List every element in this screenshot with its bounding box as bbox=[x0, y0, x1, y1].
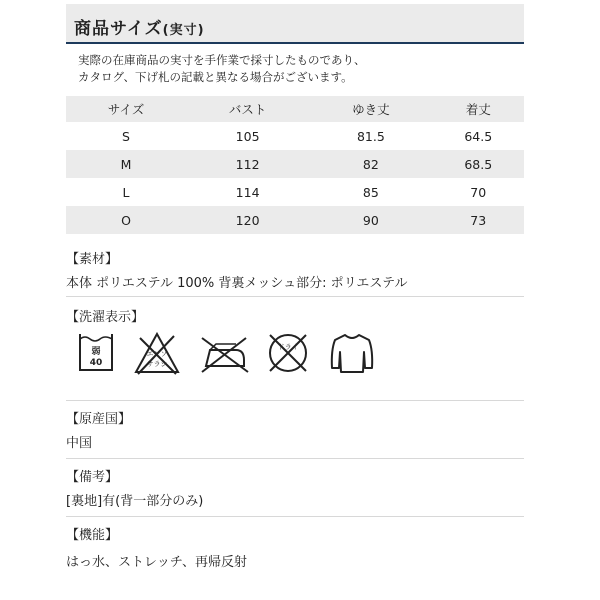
wash-tub-icon bbox=[76, 330, 116, 374]
size-table-header-row bbox=[66, 96, 524, 122]
material-section bbox=[66, 248, 407, 291]
cell-size: L bbox=[122, 184, 130, 200]
origin-heading: 【原産国】 bbox=[66, 412, 132, 427]
header-bust: バスト bbox=[186, 96, 309, 122]
cell-sleeve: 81.5 bbox=[356, 128, 385, 144]
cell-size: O bbox=[66, 206, 186, 234]
remarks-heading: 【備考】 bbox=[66, 470, 119, 485]
table-row bbox=[66, 206, 524, 234]
remarks-value: [裏地]有(背一部分のみ) bbox=[66, 494, 204, 509]
section-title-suffix: (実寸) bbox=[162, 23, 205, 38]
cell-bust: 120 bbox=[186, 206, 309, 234]
cell-length: 64.5 bbox=[464, 128, 493, 144]
bleach-label-bottom: サラシ bbox=[146, 360, 168, 368]
wash-label-bottom: 40 bbox=[89, 358, 103, 368]
section-title: 商品サイズ(実寸) bbox=[74, 19, 205, 39]
cell-bust: 105 bbox=[235, 128, 260, 144]
cell-sleeve: 90 bbox=[309, 206, 432, 234]
measurement-note bbox=[78, 52, 366, 86]
cell-length: 70 bbox=[470, 184, 487, 200]
material-value: 本体 ポリエステル 100% 背裏メッシュ部分: ポリエステル bbox=[66, 276, 408, 291]
header-length: 着丈 bbox=[433, 96, 525, 122]
bleach-label-top: エンソ bbox=[146, 350, 168, 358]
divider bbox=[66, 296, 524, 297]
cell-bust: 114 bbox=[235, 184, 260, 200]
divider bbox=[66, 458, 524, 459]
cell-size: M bbox=[66, 150, 186, 178]
care-section bbox=[66, 306, 144, 330]
divider bbox=[66, 400, 524, 401]
cell-sleeve: 82 bbox=[309, 150, 432, 178]
function-value: はっ水、ストレッチ、再帰反射 bbox=[66, 555, 247, 570]
dry-label: ドライ bbox=[277, 343, 299, 351]
size-table bbox=[66, 96, 524, 234]
no-bleach-icon bbox=[132, 330, 182, 376]
note-line-1: 実際の在庫商品の実寸を手作業で採寸したものであり、 bbox=[78, 53, 366, 67]
remarks-section bbox=[66, 466, 203, 509]
origin-value: 中国 bbox=[66, 436, 93, 451]
function-section bbox=[66, 524, 247, 570]
cell-bust: 112 bbox=[186, 150, 309, 178]
care-heading: 【洗濯表示】 bbox=[66, 310, 145, 325]
material-heading: 【素材】 bbox=[66, 252, 119, 267]
cell-size: S bbox=[122, 128, 130, 144]
table-row bbox=[66, 150, 524, 178]
note-line-2: カタログ、下げ札の記載と異なる場合がございます。 bbox=[78, 70, 353, 84]
wash-label-top: 弱 bbox=[91, 347, 101, 357]
header-size: サイズ bbox=[66, 96, 186, 122]
table-row bbox=[66, 122, 524, 150]
cell-length: 73 bbox=[433, 206, 525, 234]
table-row bbox=[66, 178, 524, 206]
cell-sleeve: 85 bbox=[362, 184, 379, 200]
header-sleeve: ゆき丈 bbox=[309, 96, 432, 122]
origin-section bbox=[66, 408, 131, 451]
garment-shape-icon bbox=[328, 330, 376, 376]
no-dry-clean-icon bbox=[264, 330, 312, 376]
function-heading: 【機能】 bbox=[66, 528, 119, 543]
divider bbox=[66, 516, 524, 517]
section-header bbox=[66, 4, 524, 44]
no-iron-icon bbox=[198, 330, 250, 376]
cell-length: 68.5 bbox=[433, 150, 525, 178]
